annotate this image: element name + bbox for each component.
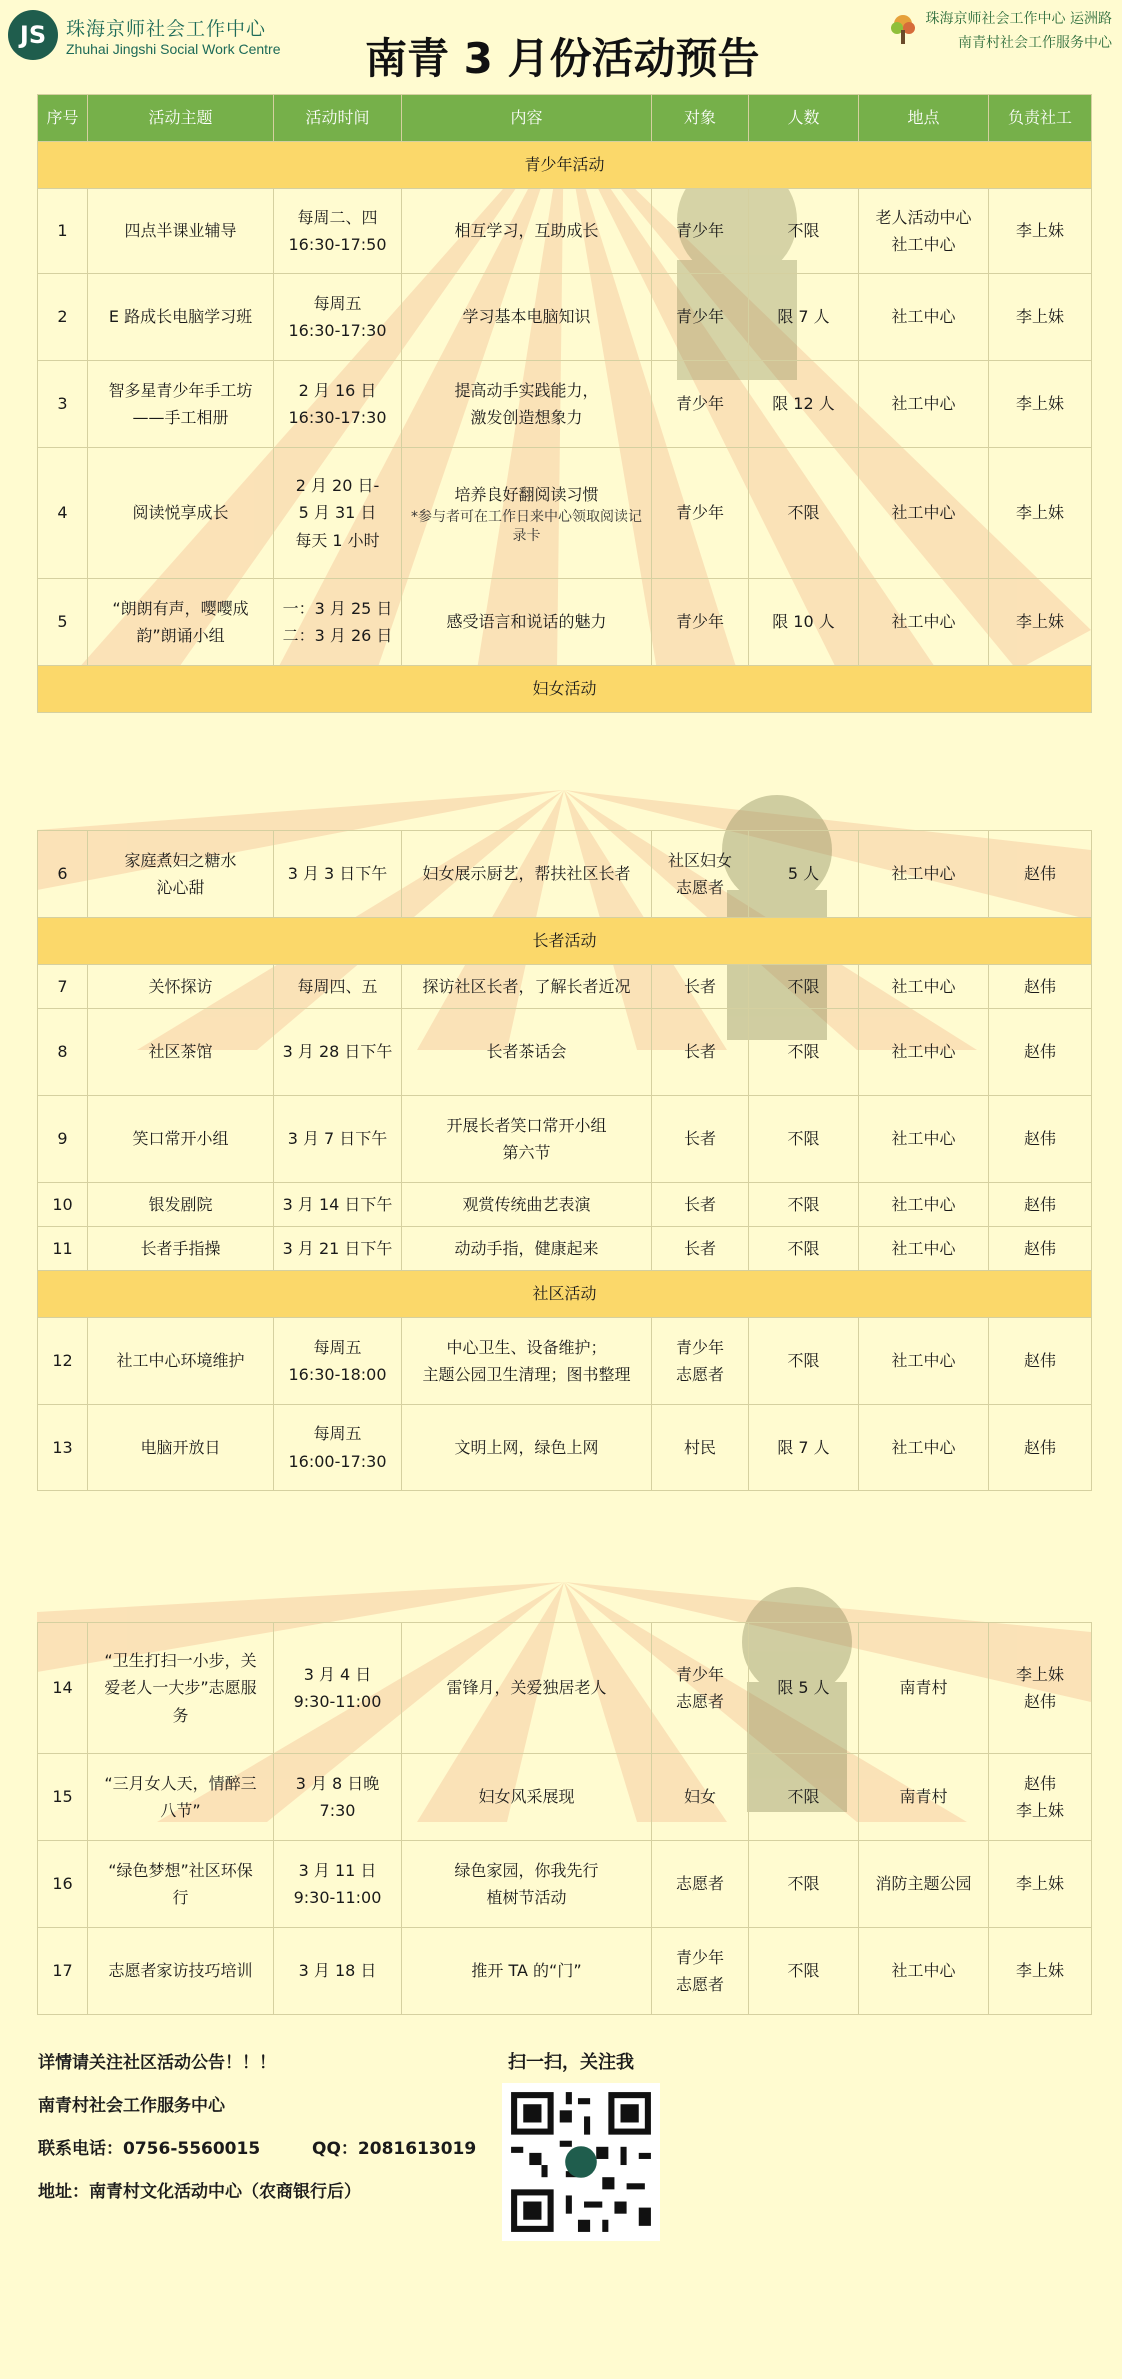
cell-content: 妇女展示厨艺，帮扶社区长者 bbox=[402, 831, 652, 918]
cell-time: 3 月 8 日晚 7:30 bbox=[274, 1754, 402, 1841]
cell-count: 不限 bbox=[749, 1841, 859, 1928]
cell-theme: 长者手指操 bbox=[88, 1227, 274, 1271]
cell-target: 长者 bbox=[652, 1227, 749, 1271]
cell-time: 3 月 14 日下午 bbox=[274, 1183, 402, 1227]
cell-count: 不限 bbox=[749, 189, 859, 274]
schedule-table-a bbox=[37, 94, 1091, 713]
section-title: 社区活动 bbox=[38, 1271, 1092, 1318]
column-header: 地点 bbox=[859, 95, 989, 142]
cell-count: 不限 bbox=[749, 1227, 859, 1271]
table-row bbox=[38, 831, 1092, 918]
schedule-table-b bbox=[37, 830, 1091, 1491]
org-name-en: Zhuhai Jingshi Social Work Centre bbox=[66, 40, 281, 57]
cell-time: 每周二、四 16:30-17:50 bbox=[274, 189, 402, 274]
cell-target: 志愿者 bbox=[652, 1841, 749, 1928]
cell-staff: 李上妹 bbox=[989, 579, 1092, 666]
org-logo-left bbox=[8, 10, 281, 60]
table-header-row bbox=[38, 95, 1092, 142]
cell-place: 社工中心 bbox=[859, 965, 989, 1009]
cell-no: 5 bbox=[38, 579, 88, 666]
cell-time: 3 月 28 日下午 bbox=[274, 1009, 402, 1096]
cell-staff: 赵伟 bbox=[989, 1318, 1092, 1405]
cell-target: 妇女 bbox=[652, 1754, 749, 1841]
cell-target: 青少年 bbox=[652, 579, 749, 666]
cell-staff: 李上妹 bbox=[989, 274, 1092, 361]
cell-theme: 社工中心环境维护 bbox=[88, 1318, 274, 1405]
cell-time: 一：3 月 25 日 二：3 月 26 日 bbox=[274, 579, 402, 666]
cell-target: 长者 bbox=[652, 1183, 749, 1227]
cell-theme: “绿色梦想”社区环保 行 bbox=[88, 1841, 274, 1928]
cell-no: 1 bbox=[38, 189, 88, 274]
cell-no: 11 bbox=[38, 1227, 88, 1271]
cell-staff: 李上妹 bbox=[989, 361, 1092, 448]
table-row bbox=[38, 1754, 1092, 1841]
cell-time: 3 月 11 日 9:30-11:00 bbox=[274, 1841, 402, 1928]
table-row bbox=[38, 1928, 1092, 2015]
cell-target: 青少年 志愿者 bbox=[652, 1623, 749, 1754]
cell-staff: 李上妹 bbox=[989, 189, 1092, 274]
cell-place: 消防主题公园 bbox=[859, 1841, 989, 1928]
cell-content: 培养良好翻阅读习惯 *参与者可在工作日来中心领取阅读记录卡 bbox=[402, 448, 652, 579]
cell-count: 不限 bbox=[749, 1009, 859, 1096]
cell-content: 开展长者笑口常开小组 第六节 bbox=[402, 1096, 652, 1183]
cell-content: 文明上网，绿色上网 bbox=[402, 1405, 652, 1491]
cell-place: 社工中心 bbox=[859, 448, 989, 579]
cell-count: 不限 bbox=[749, 1318, 859, 1405]
cell-theme: E 路成长电脑学习班 bbox=[88, 274, 274, 361]
section-header bbox=[38, 918, 1092, 965]
cell-staff: 李上妹 bbox=[989, 448, 1092, 579]
section-header bbox=[38, 1271, 1092, 1318]
qr-code-icon[interactable] bbox=[502, 2083, 660, 2241]
cell-target: 青少年 bbox=[652, 361, 749, 448]
cell-target: 社区妇女 志愿者 bbox=[652, 831, 749, 918]
cell-count: 5 人 bbox=[749, 831, 859, 918]
cell-time: 3 月 21 日下午 bbox=[274, 1227, 402, 1271]
cell-place: 社工中心 bbox=[859, 274, 989, 361]
cell-place: 社工中心 bbox=[859, 1009, 989, 1096]
table-row bbox=[38, 361, 1092, 448]
cell-no: 16 bbox=[38, 1841, 88, 1928]
column-header: 活动主题 bbox=[88, 95, 274, 142]
table-row bbox=[38, 1096, 1092, 1183]
contact-footer bbox=[38, 2048, 476, 2220]
cell-no: 9 bbox=[38, 1096, 88, 1183]
cell-place: 社工中心 bbox=[859, 1318, 989, 1405]
cell-time: 2 月 20 日- 5 月 31 日 每天 1 小时 bbox=[274, 448, 402, 579]
cell-count: 不限 bbox=[749, 1928, 859, 2015]
table-row bbox=[38, 1841, 1092, 1928]
notice-text: 详情请关注社区活动公告！！！ bbox=[38, 2053, 276, 2073]
cell-theme: 阅读悦享成长 bbox=[88, 448, 274, 579]
cell-time: 3 月 4 日 9:30-11:00 bbox=[274, 1623, 402, 1754]
cell-time: 每周五 16:00-17:30 bbox=[274, 1405, 402, 1491]
cell-target: 青少年 bbox=[652, 189, 749, 274]
table-row bbox=[38, 1183, 1092, 1227]
cell-no: 4 bbox=[38, 448, 88, 579]
qq-text: QQ：2081613019 bbox=[312, 2139, 477, 2159]
table-row bbox=[38, 1009, 1092, 1096]
qr-title: 扫一扫，关注我 bbox=[508, 2052, 634, 2073]
cell-place: 社工中心 bbox=[859, 831, 989, 918]
table-row bbox=[38, 1227, 1092, 1271]
cell-place: 社工中心 bbox=[859, 1405, 989, 1491]
cell-theme: 智多星青少年手工坊 ——手工相册 bbox=[88, 361, 274, 448]
org-right-line1: 珠海京师社会工作中心 运洲路 bbox=[925, 11, 1112, 27]
cell-staff: 李上妹 bbox=[989, 1928, 1092, 2015]
table-row bbox=[38, 579, 1092, 666]
cell-count: 限 5 人 bbox=[749, 1623, 859, 1754]
cell-theme: 志愿者家访技巧培训 bbox=[88, 1928, 274, 2015]
cell-place: 社工中心 bbox=[859, 361, 989, 448]
page-header bbox=[0, 0, 1122, 90]
section-title: 长者活动 bbox=[38, 918, 1092, 965]
section-title: 妇女活动 bbox=[38, 666, 1092, 713]
cell-no: 7 bbox=[38, 965, 88, 1009]
cell-count: 限 12 人 bbox=[749, 361, 859, 448]
tree-icon bbox=[886, 12, 920, 46]
cell-count: 限 7 人 bbox=[749, 1405, 859, 1491]
cell-target: 长者 bbox=[652, 1009, 749, 1096]
cell-no: 13 bbox=[38, 1405, 88, 1491]
cell-theme: 四点半课业辅导 bbox=[88, 189, 274, 274]
cell-time: 每周五 16:30-18:00 bbox=[274, 1318, 402, 1405]
column-header: 负责社工 bbox=[989, 95, 1092, 142]
cell-target: 青少年 bbox=[652, 274, 749, 361]
table-row bbox=[38, 448, 1092, 579]
cell-staff: 赵伟 bbox=[989, 1227, 1092, 1271]
cell-count: 限 10 人 bbox=[749, 579, 859, 666]
cell-target: 青少年 bbox=[652, 448, 749, 579]
cell-no: 12 bbox=[38, 1318, 88, 1405]
phone-text: 联系电话：0756-5560015 bbox=[38, 2139, 261, 2159]
cell-no: 8 bbox=[38, 1009, 88, 1096]
cell-content: 学习基本电脑知识 bbox=[402, 274, 652, 361]
cell-no: 10 bbox=[38, 1183, 88, 1227]
cell-staff: 李上妹 赵伟 bbox=[989, 1623, 1092, 1754]
cell-content: 中心卫生、设备维护； 主题公园卫生清理；图书整理 bbox=[402, 1318, 652, 1405]
cell-time: 3 月 7 日下午 bbox=[274, 1096, 402, 1183]
cell-staff: 赵伟 bbox=[989, 1009, 1092, 1096]
cell-content: 雷锋月，关爱独居老人 bbox=[402, 1623, 652, 1754]
table-row bbox=[38, 1318, 1092, 1405]
column-header: 序号 bbox=[38, 95, 88, 142]
cell-count: 限 7 人 bbox=[749, 274, 859, 361]
table-row bbox=[38, 965, 1092, 1009]
cell-count: 不限 bbox=[749, 448, 859, 579]
cell-theme: “卫生打扫一小步，关 爱老人一大步”志愿服 务 bbox=[88, 1623, 274, 1754]
cell-place: 社工中心 bbox=[859, 579, 989, 666]
cell-staff: 赵伟 bbox=[989, 1096, 1092, 1183]
cell-content: 推开 TA 的“门” bbox=[402, 1928, 652, 2015]
cell-content: 感受语言和说话的魅力 bbox=[402, 579, 652, 666]
org-right-line2: 南青村社会工作服务中心 bbox=[958, 35, 1112, 51]
cell-staff: 赵伟 bbox=[989, 965, 1092, 1009]
cell-theme: 笑口常开小组 bbox=[88, 1096, 274, 1183]
cell-staff: 赵伟 李上妹 bbox=[989, 1754, 1092, 1841]
page-title: 南青 3 月份活动预告 bbox=[365, 34, 760, 83]
table-row bbox=[38, 274, 1092, 361]
cell-no: 15 bbox=[38, 1754, 88, 1841]
section-header bbox=[38, 666, 1092, 713]
cell-staff: 李上妹 bbox=[989, 1841, 1092, 1928]
cell-theme: 关怀探访 bbox=[88, 965, 274, 1009]
cell-place: 社工中心 bbox=[859, 1096, 989, 1183]
cell-theme: 家庭煮妇之糖水 沁心甜 bbox=[88, 831, 274, 918]
cell-target: 青少年 志愿者 bbox=[652, 1928, 749, 2015]
cell-staff: 赵伟 bbox=[989, 831, 1092, 918]
org-name-footer: 南青村社会工作服务中心 bbox=[38, 2096, 225, 2116]
cell-staff: 赵伟 bbox=[989, 1405, 1092, 1491]
cell-theme: “朗朗有声，嘤嘤成 韵”朗诵小组 bbox=[88, 579, 274, 666]
section-title: 青少年活动 bbox=[38, 142, 1092, 189]
cell-time: 每周五 16:30-17:30 bbox=[274, 274, 402, 361]
column-header: 活动时间 bbox=[274, 95, 402, 142]
cell-content: 妇女风采展现 bbox=[402, 1754, 652, 1841]
contact-line bbox=[38, 2134, 476, 2159]
cell-theme: “三月女人天，情醉三 八节” bbox=[88, 1754, 274, 1841]
org-logo-icon: JS bbox=[8, 10, 58, 60]
cell-content: 相互学习，互助成长 bbox=[402, 189, 652, 274]
cell-count: 不限 bbox=[749, 1183, 859, 1227]
cell-place: 社工中心 bbox=[859, 1928, 989, 2015]
cell-content: 探访社区长者，了解长者近况 bbox=[402, 965, 652, 1009]
cell-place: 老人活动中心 社工中心 bbox=[859, 189, 989, 274]
cell-theme: 电脑开放日 bbox=[88, 1405, 274, 1491]
cell-target: 长者 bbox=[652, 1096, 749, 1183]
table-row bbox=[38, 1405, 1092, 1491]
cell-place: 社工中心 bbox=[859, 1227, 989, 1271]
cell-content: 观赏传统曲艺表演 bbox=[402, 1183, 652, 1227]
cell-target: 村民 bbox=[652, 1405, 749, 1491]
cell-no: 17 bbox=[38, 1928, 88, 2015]
schedule-table-c bbox=[37, 1622, 1091, 2015]
cell-time: 每周四、五 bbox=[274, 965, 402, 1009]
cell-time: 3 月 3 日下午 bbox=[274, 831, 402, 918]
cell-content: 绿色家园，你我先行 植树节活动 bbox=[402, 1841, 652, 1928]
column-header: 内容 bbox=[402, 95, 652, 142]
cell-content: 长者茶话会 bbox=[402, 1009, 652, 1096]
cell-count: 不限 bbox=[749, 965, 859, 1009]
cell-place: 南青村 bbox=[859, 1623, 989, 1754]
org-name-cn: 珠海京师社会工作中心 bbox=[66, 17, 267, 40]
column-header: 人数 bbox=[749, 95, 859, 142]
table-row bbox=[38, 1623, 1092, 1754]
address-text: 地址：南青村文化活动中心（农商银行后） bbox=[38, 2182, 361, 2202]
cell-place: 南青村 bbox=[859, 1754, 989, 1841]
cell-count: 不限 bbox=[749, 1754, 859, 1841]
cell-time: 2 月 16 日 16:30-17:30 bbox=[274, 361, 402, 448]
cell-theme: 银发剧院 bbox=[88, 1183, 274, 1227]
cell-time: 3 月 18 日 bbox=[274, 1928, 402, 2015]
cell-count: 不限 bbox=[749, 1096, 859, 1183]
cell-content: 动动手指，健康起来 bbox=[402, 1227, 652, 1271]
org-logo-right bbox=[886, 8, 1112, 52]
cell-place: 社工中心 bbox=[859, 1183, 989, 1227]
cell-no: 14 bbox=[38, 1623, 88, 1754]
cell-staff: 赵伟 bbox=[989, 1183, 1092, 1227]
cell-no: 6 bbox=[38, 831, 88, 918]
cell-no: 2 bbox=[38, 274, 88, 361]
cell-content: 提高动手实践能力， 激发创造想象力 bbox=[402, 361, 652, 448]
content-note: *参与者可在工作日来中心领取阅读记录卡 bbox=[411, 508, 642, 544]
cell-no: 3 bbox=[38, 361, 88, 448]
cell-target: 长者 bbox=[652, 965, 749, 1009]
column-header: 对象 bbox=[652, 95, 749, 142]
cell-target: 青少年 志愿者 bbox=[652, 1318, 749, 1405]
table-row bbox=[38, 189, 1092, 274]
section-header bbox=[38, 142, 1092, 189]
cell-theme: 社区茶馆 bbox=[88, 1009, 274, 1096]
